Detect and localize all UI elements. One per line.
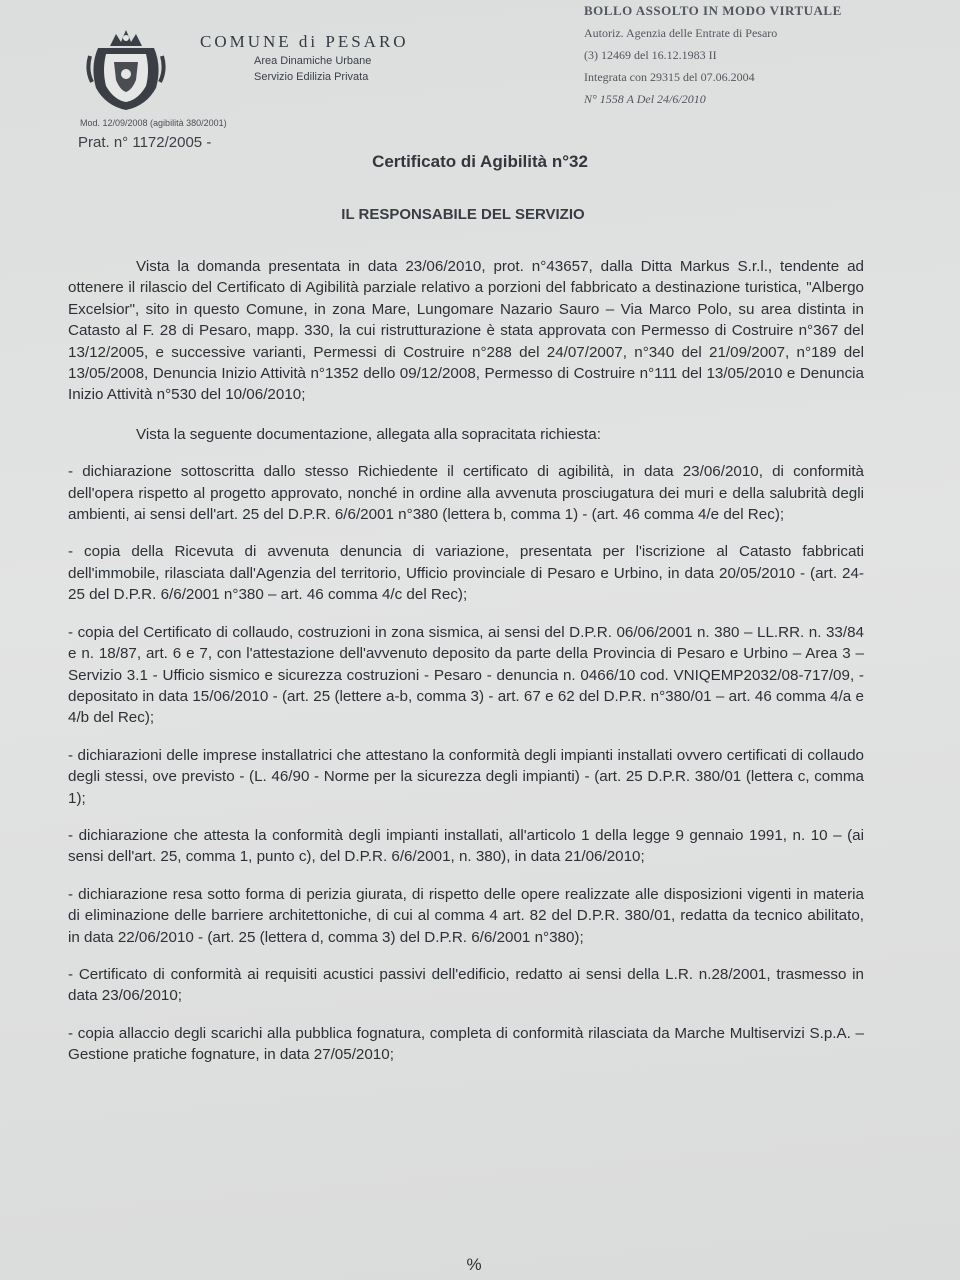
- practice-number: Prat. n° 1172/2005 -: [78, 134, 212, 151]
- list-item: - dichiarazioni delle imprese installatrici che attestano la conformità degli impianti installati ovvero certificati di collaudo degli stessi, ove previsto - (L. 46/90 - Norme per la sicurezza degli impianti) - (art. 25 D.P.R. 380/01 (lettera c, comma 1);: [68, 746, 864, 807]
- list-item: - copia del Certificato di collaudo, costruzioni in zona sismica, ai sensi del D.P.R. 06/06/2001 n. 380 – LL.RR. n. 33/84 e n. 18/87, art. 6 e 7, con l'attestazione dell'avvenuto deposito da parte della Provincia di Pesaro e Urbino – Area 3 – Servizio 3.1 - Ufficio sismico e sicurezza costruzioni - Pesaro - denuncia n. 0466/10 cod. VNIQEMP2032/08-717/09, - depositato in data 15/06/2010 - (art. 25 (lettere a-b, comma 3) - art. 67 e 62 del D.P.R. n°380/01 – art. 46 comma 4/a e 4/b del Rec);: [68, 623, 864, 727]
- list-item: - Certificato di conformità ai requisiti acustici passivi dell'edificio, redatto ai sensi della L.R. n.28/2001, trasmesso in data 23/06/2010;: [68, 965, 864, 1005]
- intro-paragraph: Vista la domanda presentata in data 23/06/2010, prot. n°43657, dalla Ditta Markus S.r.l., tendente ad ottenere il rilascio del Certificato di Agibilità parziale relativo a porzioni del fabbricato a destinazione turistica, "Albergo Excelsior", sito in questo Comune, in zona Mare, Lungomare Nazario Sauro – Via Marco Polo, su area distinta in Catasto al F. 28 di Pesaro, mapp. 330, la cui ristrutturazione è stata approvata con Permesso di Costruire n°367 del 13/12/2005, e successive varianti, Permessi di Costruire n°288 del 24/07/2007, n°340 del 21/09/2007, n°189 del 13/05/2008, Denuncia Inizio Attività n°1352 dello 09/12/2008, Permesso di Costruire n°111 del 13/05/2010 e Denuncia Inizio Attività n°530 del 10/06/2010;: [68, 258, 864, 404]
- documentation-intro: Vista la seguente documentazione, allegata alla sopracitata richiesta:: [136, 425, 601, 443]
- stamp-line-1: BOLLO ASSOLTO IN MODO VIRTUALE: [584, 3, 842, 18]
- department-service: Servizio Edilizia Privata: [254, 71, 369, 83]
- list-item: - dichiarazione sottoscritta dallo stesso Richiedente il certificato di agibilità, in data 23/06/2010, di conformità dell'opera rispetto al progetto approvato, nonché in ordine alla avvenuta prosciugatura dei muri e della salubrità degli ambienti, ai sensi dell'art. 25 del D.P.R. 6/6/2001 n°380 (lettera b, comma 1) - (art. 46 comma 4/e del Rec);: [68, 463, 864, 524]
- list-item: - copia della Ricevuta di avvenuta denuncia di variazione, presentata per l'iscrizione al Catasto fabbricati dell'immobile, rilasciata dall'Agenzia del territorio, Ufficio provinciale di Pesaro e Urbino, in data 20/05/2010 - (art. 24-25 del D.P.R. 6/6/2001 n°380 – art. 46 comma 4/c del Rec);: [68, 543, 864, 604]
- stamp-line-4: Integrata con 29315 del 07.06.2004: [584, 70, 755, 84]
- document-title: Certificato di Agibilità n°32: [372, 152, 588, 171]
- document-subtitle: IL RESPONSABILE DEL SERVIZIO: [341, 206, 585, 223]
- stamp-line-2: Autoriz. Agenzia delle Entrate di Pesaro: [584, 26, 778, 40]
- list-item: - copia allaccio degli scarichi alla pubblica fognatura, completa di conformità rilasciata da Marche Multiservizi S.p.A. – Gestione pratiche fognature, in data 27/05/2010;: [68, 1024, 864, 1064]
- list-item: - dichiarazione che attesta la conformità degli impianti installati, all'articolo 1 della legge 9 gennaio 1991, n. 10 – (ai sensi dell'art. 25, comma 1, punto c), del D.P.R. 6/6/2001, n. 380), in data 21/06/2010;: [68, 826, 864, 866]
- virtual-stamp-notice: [584, 0, 884, 110]
- list-item: - dichiarazione resa sotto forma di perizia giurata, di rispetto delle opere realizzate alle disposizioni vigenti in materia di eliminazione delle barriere architettoniche, di cui al comma 4 art. 82 del D.P.R. 380/01, redatta da tecnico abilitato, in data 22/06/2010 - (art. 25 (lettera d, comma 3) del D.P.R. 6/6/2001 n°380);: [68, 885, 864, 946]
- pesaro-coat-of-arms-icon: [84, 26, 168, 112]
- stamp-line-5: N° 1558 A Del 24/6/2010: [584, 92, 706, 106]
- page-continuation-mark: %: [466, 1255, 482, 1274]
- form-model-line: Mod. 12/09/2008 (agibilità 380/2001): [80, 118, 227, 128]
- department-area: Area Dinamiche Urbane: [254, 55, 372, 67]
- issuer-header: [200, 32, 500, 84]
- document-body: [68, 256, 864, 1066]
- stamp-line-3: (3) 12469 del 16.12.1983 II: [584, 48, 717, 62]
- municipality-name: COMUNE di PESARO: [200, 32, 409, 51]
